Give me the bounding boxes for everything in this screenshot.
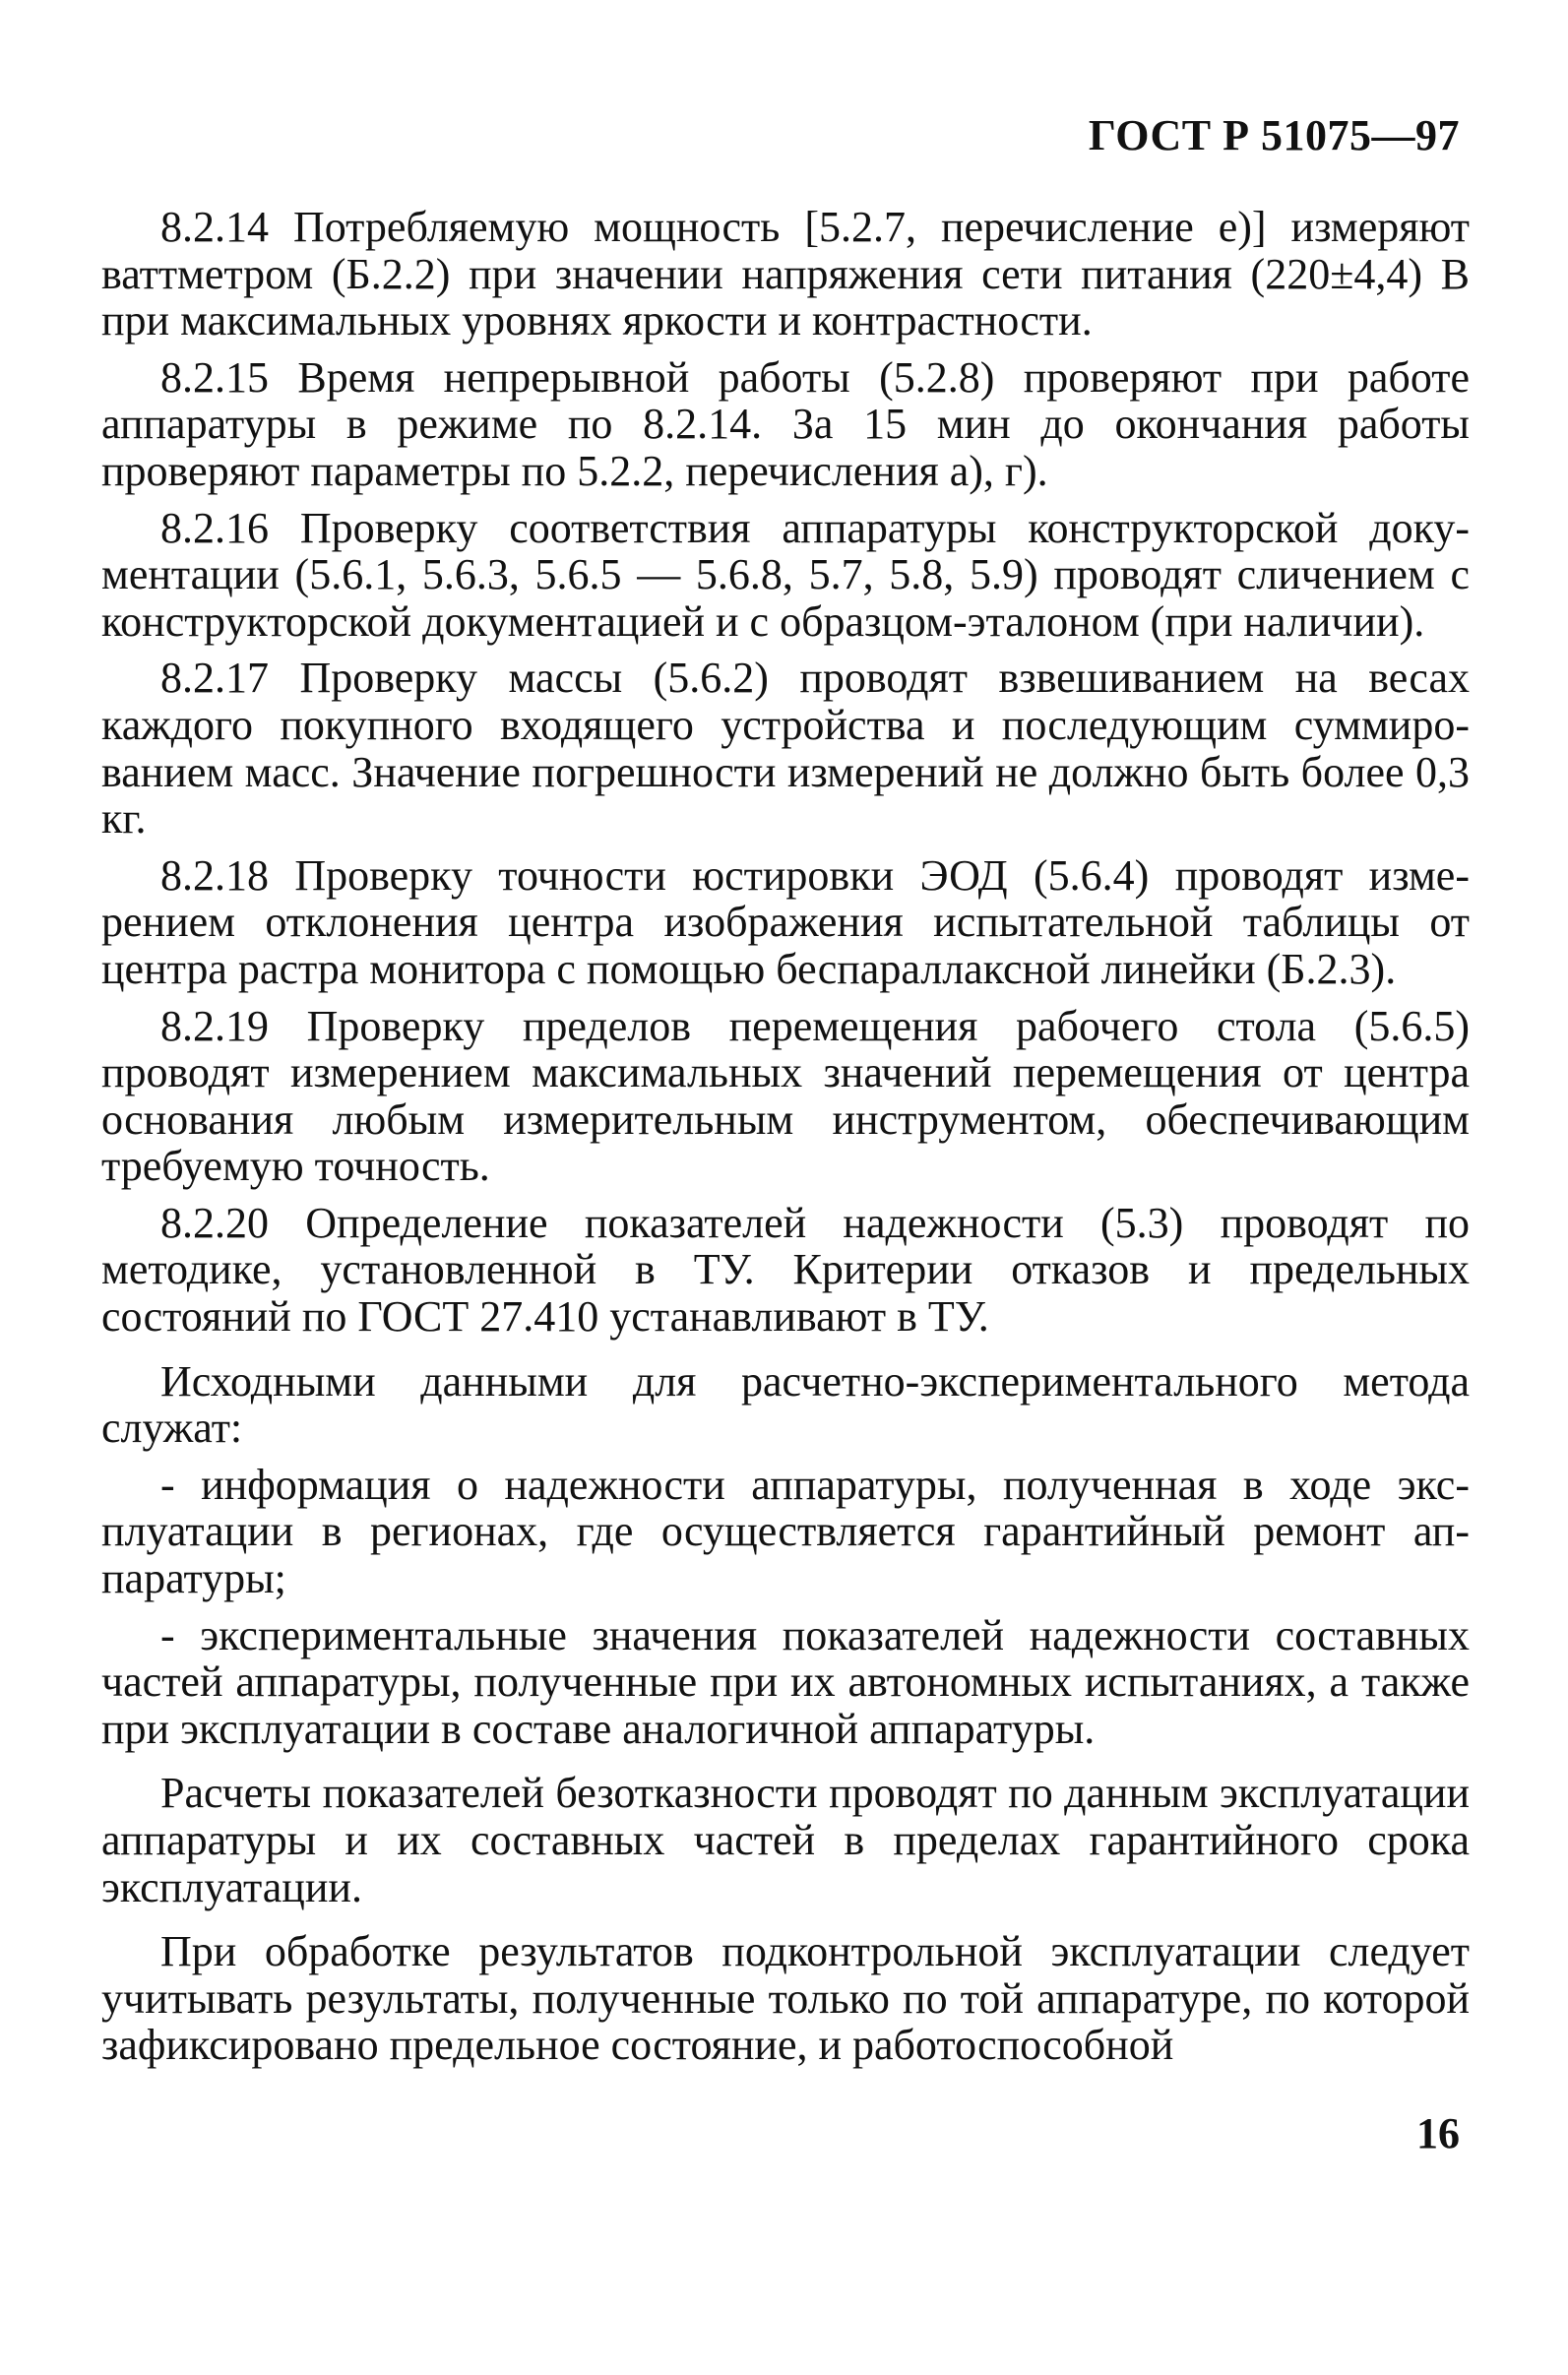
list-item-experimental-values: - экспериментальные значения показателей надежности составных частей аппаратуры, полученные при их автономных испытаниях, а также при эксплуатации в составе аналогичной аппаратуры. — [101, 1610, 1470, 1753]
paragraph-8-2-14: 8.2.14 Потребляемую мощность [5.2.7, перечисление е)] измеряют ваттметром (Б.2.2) при значении напряжения сети питания (220±4,4) В при максимальных уровнях яркости и контрастности. — [101, 203, 1470, 345]
paragraph-reliability-calculation: Расчеты показателей безотказности проводят по данным эксплуатации аппаратуры и их составных частей в пределах гарантийного срока эксплуатации. — [101, 1769, 1470, 1911]
paragraph-8-2-18: 8.2.18 Проверку точности юстировки ЭОД (5.6.4) проводят измерением отклонения центра изображения испытательной таблицы от центра растра монитора с помощью беспараллаксной линейки (Б.2.3). — [101, 850, 1470, 993]
paragraph-8-2-15: 8.2.15 Время непрерывной работы (5.2.8) проверяют при работе аппаратуры в режиме по 8.2.14. За 15 мин до окончания работы проверяют параметры по 5.2.2, перечисления а), г). — [101, 352, 1470, 495]
body-text — [101, 204, 1470, 2069]
paragraph-8-2-19: 8.2.19 Проверку пределов перемещения рабочего стола (5.6.5) проводят измерением максимальных значений перемещения от центра основания любым измерительным инструментом, обеспечивающим требуемую точность. — [101, 1001, 1470, 1191]
page-number: 16 — [1416, 2109, 1460, 2157]
paragraph-8-2-20: 8.2.20 Определение показателей надежности (5.3) проводят по методике, установленной в ТУ. Критерии отказов и предельных состояний по ГОСТ 27.410 устанавливают в ТУ. — [101, 1198, 1470, 1342]
paragraph-8-2-16: 8.2.16 Проверку соответствия аппаратуры конструкторской документации (5.6.1, 5.6.3, 5.6.5 — 5.6.8, 5.7, 5.8, 5.9) проводят сличением с конструкторской документацией и с образцом-эталоном (при наличии). — [101, 503, 1470, 646]
list-item-operation-info: - информация о надежности аппаратуры, полученная в ходе эксплуатации в регионах, где осуществляется гарантийный ремонт аппаратуры; — [101, 1460, 1470, 1603]
paragraph-results-processing: При обработке результатов подконтрольной эксплуатации следует учитывать результаты, полученные только по той аппаратуре, по которой зафиксировано предельное состояние, и работоспособной — [101, 1927, 1470, 2070]
paragraph-8-2-17: 8.2.17 Проверку массы (5.6.2) проводят взвешиванием на весах каждого покупного входящего устройства и последующим суммированием масс. Значение погрешности измерений не должно быть более 0,3 кг. — [101, 654, 1470, 844]
standard-header: ГОСТ Р 51075—97 — [1088, 111, 1460, 159]
paragraph-source-data: Исходными данными для расчетно-экспериментального метода служат: — [101, 1356, 1470, 1453]
